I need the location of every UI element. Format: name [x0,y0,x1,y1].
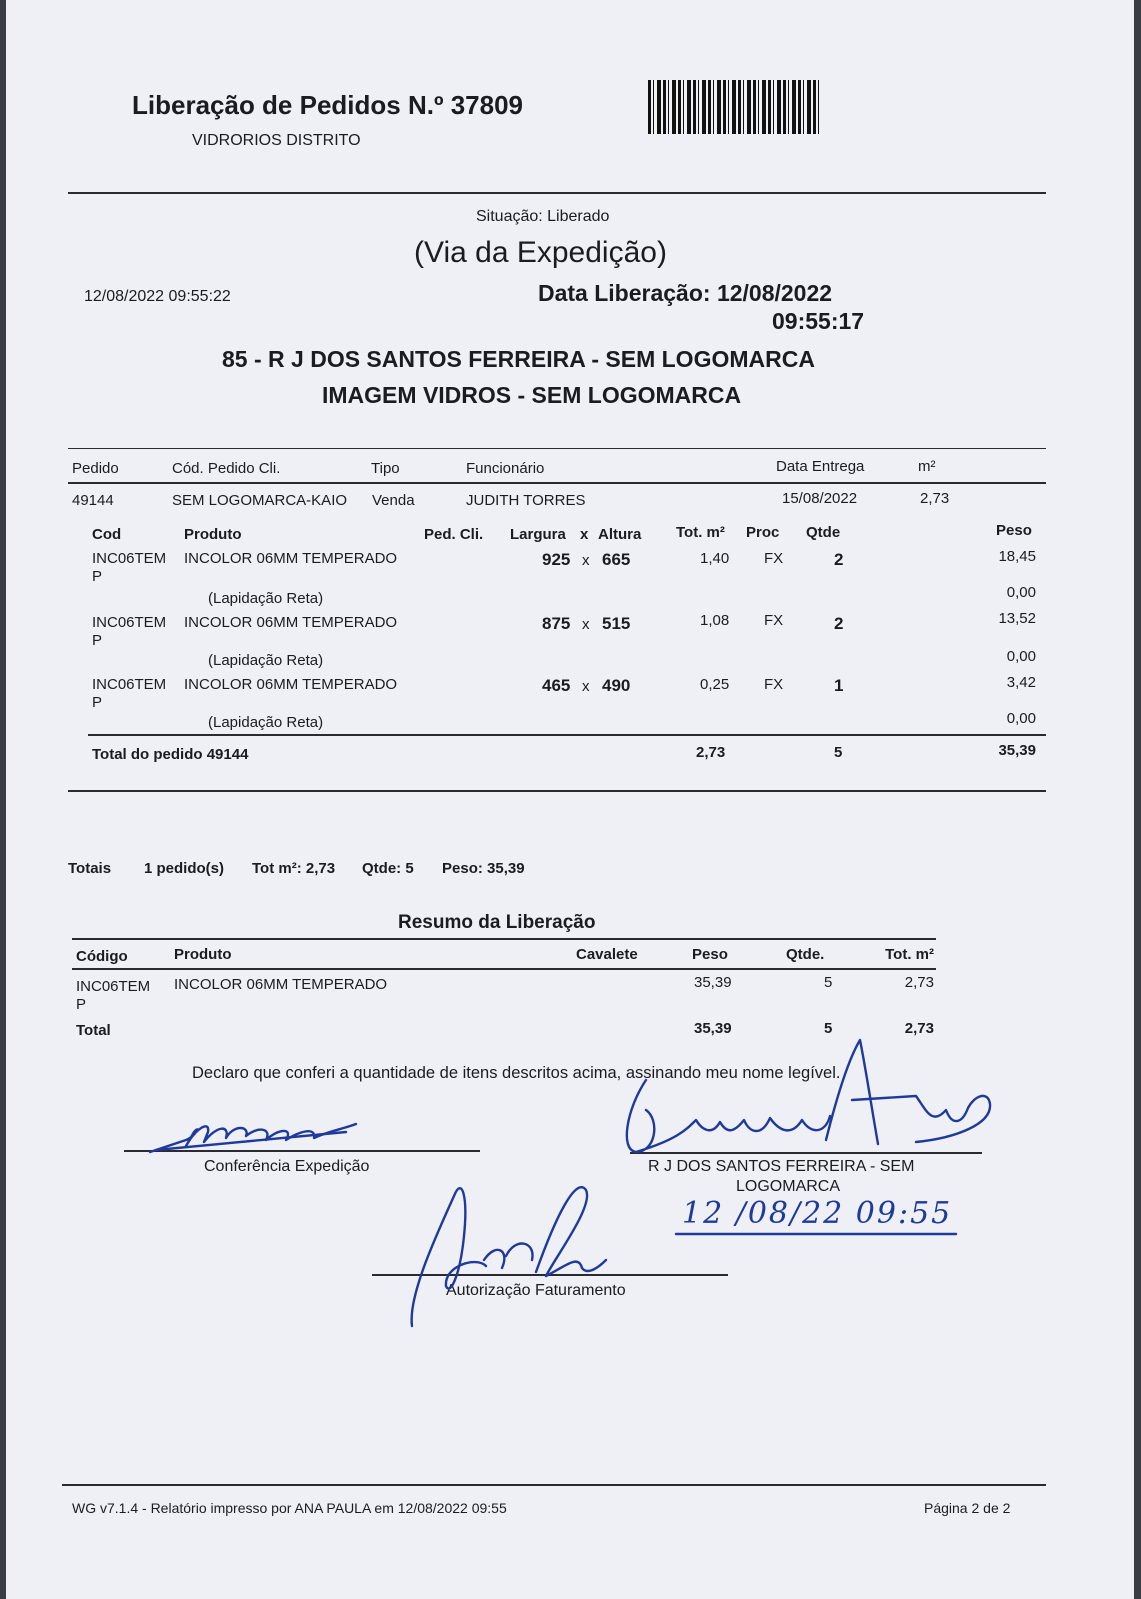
summary-total-qty: 5 [824,1020,833,1037]
items-header-largura: Largura [510,526,566,543]
items-header-cod: Cod [92,526,122,543]
summary-header-cavalete: Cavalete [576,946,638,963]
item-x: x [582,616,590,633]
order-total-weight: 35,39 [998,742,1036,759]
items-header-x: x [580,526,589,543]
release-time: 09:55:17 [772,308,865,334]
divider [68,192,1046,194]
item-weight: 3,42 [1006,674,1036,691]
item-width: 465 [542,676,571,695]
summary-title: Resumo da Liberação [398,912,596,933]
order-type: Venda [372,492,415,509]
item-code: INC06TEM [92,550,167,567]
via-title: (Via da Expedição) [414,236,667,269]
divider [62,1484,1046,1486]
item-process-weight: 0,00 [1006,710,1036,727]
company-name: VIDRORIOS DISTRITO [192,132,361,149]
item-product: INCOLOR 06MM TEMPERADO [184,614,398,631]
handwritten-date-text: 12 /08/22 09:55 [682,1196,953,1231]
items-header-altura: Altura [598,526,642,543]
col-header-funcionario: Funcionário [466,460,545,477]
client-signature-name-cont: LOGOMARCA [736,1178,841,1195]
item-product: INCOLOR 06MM TEMPERADO [184,550,398,567]
item-process-label: (Lapidação Reta) [208,714,324,731]
item-process-weight: 0,00 [1006,584,1036,601]
conferencia-label: Conferência Expedição [204,1158,370,1175]
col-header-cod-cli: Cód. Pedido Cli. [172,460,281,477]
items-header-peso: Peso [996,522,1032,539]
items-header-qtde: Qtde [806,524,841,541]
item-code: INC06TEM [92,676,167,693]
col-header-pedido: Pedido [72,460,119,477]
item-code-cont: P [92,632,103,649]
item-qty: 2 [834,614,844,633]
summary-product: INCOLOR 06MM TEMPERADO [174,976,388,993]
item-qty: 1 [834,676,844,695]
order-total-m2: 2,73 [696,744,726,761]
client-signature-name: R J DOS SANTOS FERREIRA - SEM [648,1158,915,1175]
page-number: Página 2 de 2 [924,1500,1011,1516]
item-tot-m2: 1,40 [700,550,730,567]
document-title: Liberação de Pedidos N.º 37809 [132,90,523,120]
divider [68,448,1046,449]
item-code: INC06TEM [92,614,167,631]
items-header-produto: Produto [184,526,242,543]
release-date: Data Liberação: 12/08/2022 [538,280,833,306]
items-header-proc: Proc [746,524,780,541]
autorizacao-label: Autorização Faturamento [446,1282,626,1299]
item-height: 490 [602,676,631,695]
item-process-label: (Lapidação Reta) [208,652,324,669]
items-header-ped-cli: Ped. Cli. [424,526,484,543]
order-number: 49144 [72,492,114,509]
client-trade-name: IMAGEM VIDROS - SEM LOGOMARCA [322,382,742,408]
item-code-cont: P [92,568,103,585]
item-x: x [582,678,590,695]
summary-qty: 5 [824,974,833,991]
item-x: x [582,552,590,569]
item-width: 925 [542,550,571,569]
employee: JUDITH TORRES [466,492,586,509]
status-text: Situação: Liberado [476,208,610,225]
item-height: 515 [602,614,631,633]
item-weight: 18,45 [998,548,1036,565]
totals-weight: Peso: 35,39 [442,860,525,877]
summary-header-produto: Produto [174,946,232,963]
summary-header-codigo: Código [76,948,128,965]
col-header-data-entrega: Data Entrega [776,458,865,475]
totals-label: Totais [68,860,112,877]
declaration-text: Declaro que conferi a quantidade de itens descritos acima, assinando meu nome legível. [192,1064,841,1082]
summary-weight: 35,39 [694,974,732,991]
summary-code-cont: P [76,996,87,1013]
col-header-tipo: Tipo [371,460,400,477]
divider [72,938,936,940]
delivery-date: 15/08/2022 [782,490,858,507]
divider [88,734,1046,736]
order-total-qty: 5 [834,744,843,761]
item-proc: FX [764,550,784,567]
item-height: 665 [602,550,631,569]
item-process-label: (Lapidação Reta) [208,590,324,607]
item-product: INCOLOR 06MM TEMPERADO [184,676,398,693]
totals-orders: 1 pedido(s) [144,860,225,877]
totals-m2: Tot m²: 2,73 [252,860,336,877]
totals-qty: Qtde: 5 [362,860,414,877]
col-header-m2: m² [918,458,936,475]
summary-code: INC06TEM [76,978,151,995]
divider [68,790,1046,792]
divider [68,482,1046,484]
summary-header-qtde: Qtde. [786,946,825,963]
item-tot-m2: 0,25 [700,676,730,693]
item-proc: FX [764,676,784,693]
document-page [6,0,1134,1599]
summary-header-tot-m2: Tot. m² [885,946,934,963]
client-order-code: SEM LOGOMARCA-KAIO [172,492,348,509]
item-code-cont: P [92,694,103,711]
items-header-tot-m2: Tot. m² [676,524,725,541]
footer-print-info: WG v7.1.4 - Relatório impresso por ANA PAULA em 12/08/2022 09:55 [72,1500,507,1516]
summary-total-weight: 35,39 [694,1020,732,1037]
summary-total-m2: 2,73 [904,1020,934,1037]
item-proc: FX [764,612,784,629]
item-qty: 2 [834,550,844,569]
item-weight: 13,52 [998,610,1036,627]
barcode-icon [648,80,820,134]
order-total-label: Total do pedido 49144 [92,746,249,763]
summary-m2: 2,73 [904,974,934,991]
order-m2: 2,73 [920,490,950,507]
summary-header-peso: Peso [692,946,728,963]
item-process-weight: 0,00 [1006,648,1036,665]
item-tot-m2: 1,08 [700,612,730,629]
summary-total-label: Total [76,1022,111,1039]
item-width: 875 [542,614,571,633]
divider [72,968,936,970]
client-name: 85 - R J DOS SANTOS FERREIRA - SEM LOGOMARCA [222,346,815,372]
printed-timestamp: 12/08/2022 09:55:22 [84,288,231,305]
